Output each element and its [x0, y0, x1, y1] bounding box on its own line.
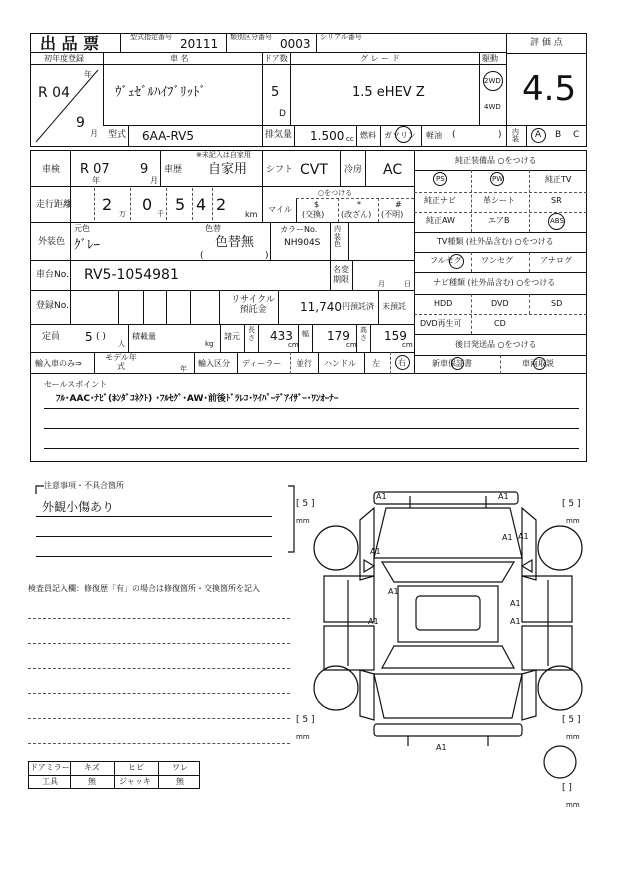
- ac-label: 冷房: [344, 165, 363, 175]
- height-unit: cm: [402, 341, 413, 349]
- chassis-value: RV5-1054981: [84, 267, 179, 283]
- mm-spare: mm: [566, 801, 580, 809]
- first-reg-month: 9: [76, 115, 85, 131]
- score-value: 4.5: [522, 69, 577, 109]
- notes-label: 注意事項・不具合箇所: [44, 481, 124, 490]
- drive-label: 駆動: [482, 54, 498, 63]
- damage-mark: A1: [498, 492, 509, 501]
- damage-mark: A1: [502, 533, 513, 542]
- fuel-label: 燃料: [360, 131, 376, 140]
- navi-dvd: DVD: [491, 299, 509, 308]
- tread-rl: [ 5 ]: [296, 715, 315, 725]
- first-reg-label: 初年度登録: [44, 54, 84, 63]
- recycle-value: 11,740: [300, 300, 342, 314]
- inspection-label: 車検: [42, 165, 61, 175]
- navi-sd: SD: [551, 299, 563, 308]
- tread-fr: [ 5 ]: [562, 499, 581, 509]
- height-value: 159: [384, 329, 407, 343]
- right-front-door: [522, 576, 572, 622]
- tool-jack: ジャッキ: [119, 777, 151, 786]
- shift-value: CVT: [300, 162, 328, 178]
- damage-mark: A1: [510, 599, 521, 608]
- rear-window: [382, 646, 514, 668]
- tool-crack: ヒビ: [128, 763, 144, 772]
- equip-genuine-aw: 純正AW: [426, 216, 455, 225]
- handle-label: ハンドル: [324, 359, 356, 368]
- fullseg-circle: [449, 254, 464, 269]
- inspector-label: 検査員記入欄：修復歴「有」の場合は修復箇所・交換箇所を記入: [28, 584, 260, 593]
- interior-b: B: [555, 130, 562, 140]
- equip-ps: PS: [436, 175, 445, 183]
- tv-header: TV種類 (社外品含む) ○をつける: [437, 237, 554, 246]
- equip-leather: 革シート: [483, 196, 515, 205]
- fuel-gasoline: ガソリン: [384, 131, 416, 140]
- recycle-not: 未預託: [382, 302, 406, 311]
- inspection-month-unit: 月: [150, 176, 158, 185]
- width-value: 179: [327, 329, 350, 343]
- chassis-label: 車台No.: [36, 270, 69, 280]
- navi-dvd-play: DVD再生可: [420, 319, 462, 328]
- later-header: 後日発送品 ○をつける: [455, 340, 537, 349]
- serial-label: シリアル番号: [320, 33, 362, 41]
- name-change-month: 月: [378, 280, 385, 288]
- mile-label: マイル: [268, 205, 292, 214]
- tool-tools-value: 無: [88, 777, 96, 786]
- car-diagram: [290, 480, 610, 780]
- tool-break: ワレ: [172, 763, 188, 772]
- displacement-unit: cc: [346, 135, 354, 143]
- interior-c: C: [573, 130, 580, 140]
- odo-swap-txt: (交換): [302, 210, 325, 219]
- doors-label: ドア数: [264, 54, 288, 63]
- tool-scratch: キズ: [84, 763, 100, 772]
- equip-pw: PW: [492, 175, 504, 183]
- fuel-light-oil: 軽油: [426, 131, 442, 140]
- damage-mark: A1: [510, 617, 521, 626]
- hood: [374, 508, 522, 558]
- grade-value: 1.5 eHEV Z: [352, 85, 425, 100]
- std-equipment-header: 純正装備品 ○をつける: [455, 156, 537, 165]
- width-unit: cm: [346, 341, 357, 349]
- load-label: 積載量: [132, 332, 156, 341]
- grade-label: グ レ ー ド: [360, 54, 400, 63]
- reg-no-label: 登録No.: [36, 301, 69, 311]
- car-name-label: 車 名: [170, 54, 189, 63]
- handle-left: 左: [372, 359, 380, 368]
- inspection-year-unit: 年: [92, 176, 100, 185]
- color-no-label: カラーNo.: [280, 225, 318, 234]
- wheel-front-left: [314, 526, 358, 570]
- color-paren-open: (: [200, 251, 204, 261]
- mileage-digit-2: 0: [142, 195, 153, 214]
- height-label: 高さ: [360, 326, 367, 342]
- doors-value: 5: [271, 85, 280, 100]
- recycle-deposited: 円預託済: [342, 302, 374, 311]
- mm-fr: mm: [566, 517, 580, 525]
- damage-mark: A1: [388, 587, 399, 596]
- navi-hdd: HDD: [434, 299, 453, 308]
- tool-door-mirror: ドアミラー: [30, 763, 70, 772]
- color-no-value: NH904S: [284, 238, 321, 248]
- interior-label: 内装: [512, 128, 519, 143]
- color-paren-close: ): [265, 251, 269, 261]
- later-warranty: 新車保証書: [432, 359, 472, 368]
- capacity-label: 定員: [42, 332, 61, 342]
- sales-text: ﾌﾙ･AAC･ﾅﾋﾞ(ﾎﾝﾀﾞｺﾈｸﾄ) ･ﾌﾙｾｸﾞ･AW･前後ﾄﾞﾗﾚｺ･ﾜｲﾊﾟｰﾃﾞｱｲｻﾞｰ･ﾜﾝｵｰﾅｰ: [56, 394, 339, 404]
- trunk: [374, 674, 522, 718]
- right-rear-door: [522, 626, 572, 670]
- mileage-man: 万: [119, 210, 126, 218]
- tool-tools: 工具: [42, 777, 58, 786]
- tread-rr: [ 5 ]: [562, 715, 581, 725]
- color-label: 外装色: [38, 237, 66, 247]
- model-label: 型式: [108, 130, 127, 140]
- mm-rr: mm: [566, 733, 580, 741]
- name-change-label: 名変期限: [333, 265, 349, 284]
- notes-bracket: [30, 480, 300, 560]
- wheel-rear-left: [314, 666, 358, 710]
- model-year-label: モデル年式: [105, 353, 137, 371]
- history-note: ※未記入は自家用: [196, 151, 251, 159]
- mileage-label: 走行距離: [36, 200, 73, 210]
- equip-genuine-tv: 純正TV: [545, 175, 572, 184]
- capacity-paren: ( ): [96, 332, 106, 342]
- color-change-value: 色替無: [215, 235, 255, 250]
- doors-type: D: [279, 109, 286, 119]
- inspection-year: R 07: [80, 162, 110, 177]
- damage-mark: A1: [370, 547, 381, 556]
- mm-rl: mm: [296, 733, 310, 741]
- import-cat-label: 輸入区分: [198, 359, 230, 368]
- displacement-label: 排気量: [265, 130, 293, 140]
- orig-color-label: 元色: [74, 224, 90, 233]
- dims-label: 諸元: [224, 332, 240, 341]
- len-unit: cm: [288, 341, 299, 349]
- odo-unknown-txt: (不明): [381, 210, 404, 219]
- interior-color-label: 内装色: [334, 225, 341, 249]
- warranty-circle: [451, 357, 464, 370]
- ac-value: AC: [383, 162, 403, 178]
- navi-cd: CD: [494, 319, 506, 328]
- model-year-unit: 年: [180, 365, 187, 373]
- fuel-paren-close: ): [498, 130, 502, 140]
- inspection-month: 9: [140, 162, 149, 177]
- odo-note: ○をつける: [318, 189, 353, 197]
- odo-swap-sym: $: [314, 200, 320, 209]
- len-label: 長さ: [248, 326, 255, 342]
- sales-label: セールスポイント: [44, 380, 108, 389]
- equip-abs: ABS: [550, 217, 564, 225]
- mileage-digit-1: 2: [102, 195, 113, 214]
- damage-mark: A1: [376, 492, 387, 501]
- mileage-unit: km: [245, 210, 258, 219]
- fuel-paren-open: (: [452, 130, 456, 140]
- right-front-fender: [522, 508, 536, 580]
- width-label: 幅: [302, 330, 309, 338]
- right-rear-fender: [522, 670, 536, 720]
- len-value: 433: [270, 329, 293, 343]
- damage-mark: A1: [518, 532, 529, 541]
- drive-4wd: 4WD: [484, 103, 501, 111]
- category-value: 0003: [280, 37, 311, 51]
- mm-fl: mm: [296, 517, 310, 525]
- orig-color-value: ｸﾞﾚｰ: [74, 238, 100, 253]
- odo-unknown-sym: #: [395, 200, 402, 209]
- handle-right: 右: [398, 358, 406, 367]
- model-designation-label: 型式指定番号: [130, 33, 172, 41]
- interior-a: A: [535, 130, 542, 140]
- tv-analog: アナログ: [540, 256, 572, 265]
- tool-jack-value: 無: [176, 777, 184, 786]
- odo-tampered-txt: (改ざん): [341, 210, 372, 219]
- first-reg-year-unit: 年: [84, 70, 92, 79]
- equip-airbag: エアB: [488, 216, 510, 225]
- wheel-front-right: [538, 526, 582, 570]
- capacity-value: 5: [85, 330, 93, 344]
- history-value: 自家用: [208, 162, 248, 177]
- front-bumper: [374, 492, 518, 504]
- category-label: 類別区分番号: [230, 33, 272, 41]
- wheel-spare: [544, 746, 576, 778]
- wheel-rear-right: [538, 666, 582, 710]
- tread-fl: [ 5 ]: [296, 499, 315, 509]
- navi-header: ナビ種類 (社外品含む) ○をつける: [433, 278, 556, 287]
- score-label: 評 価 点: [530, 38, 563, 48]
- color-change-label: 色替: [205, 224, 221, 233]
- import-parallel: 並行: [296, 359, 312, 368]
- shift-label: シフト: [266, 165, 294, 175]
- first-reg-year: R 04: [38, 85, 70, 101]
- displacement-value: 1.500: [310, 129, 345, 143]
- mileage-digit-5: 2: [216, 195, 227, 214]
- name-change-day: 日: [404, 280, 411, 288]
- later-manual: 車両取説: [522, 359, 554, 368]
- capacity-unit: 人: [118, 340, 125, 348]
- fuel-gasoline-circle: [395, 126, 412, 143]
- left-rear-door: [324, 626, 374, 670]
- car-name-value: ｳﾞｪｾﾞﾙﾊｲﾌﾞﾘｯﾄﾞ: [115, 85, 206, 100]
- odo-tampered-sym: *: [357, 200, 361, 209]
- windshield: [382, 562, 514, 582]
- tv-oneseg: ワンセグ: [481, 256, 513, 265]
- notes-text: 外観小傷あり: [42, 500, 115, 514]
- first-reg-month-unit: 月: [90, 129, 98, 138]
- model-value: 6AA-RV5: [142, 129, 194, 143]
- left-front-door: [324, 576, 374, 622]
- mileage-sen: 千: [157, 210, 164, 218]
- left-rear-fender: [360, 670, 374, 720]
- recycle-label: リサイクル預託金: [231, 295, 275, 316]
- roof: [398, 586, 498, 642]
- equip-sr: SR: [551, 196, 562, 205]
- import-dealer: ディーラー: [242, 359, 282, 368]
- import-label: 輸入車のみ⇒: [35, 359, 82, 368]
- equip-genuine-navi: 純正ナビ: [424, 196, 456, 205]
- drive-2wd: 2WD: [484, 77, 501, 85]
- tread-spare: [ ]: [562, 783, 572, 793]
- manual-circle: [533, 357, 546, 370]
- model-designation-value: 20111: [180, 37, 219, 51]
- load-unit: kg: [205, 340, 214, 348]
- mileage-digit-4: 4: [196, 195, 207, 214]
- history-label: 車歴: [164, 165, 183, 175]
- damage-mark: A1: [368, 617, 379, 626]
- sheet-title: 出 品 票: [40, 34, 100, 53]
- damage-mark: A1: [436, 743, 447, 752]
- mileage-digit-3: 5: [175, 195, 186, 214]
- rear-bumper: [374, 724, 522, 736]
- left-front-fender: [360, 508, 374, 580]
- tv-fullseg: フルセグ: [430, 256, 462, 265]
